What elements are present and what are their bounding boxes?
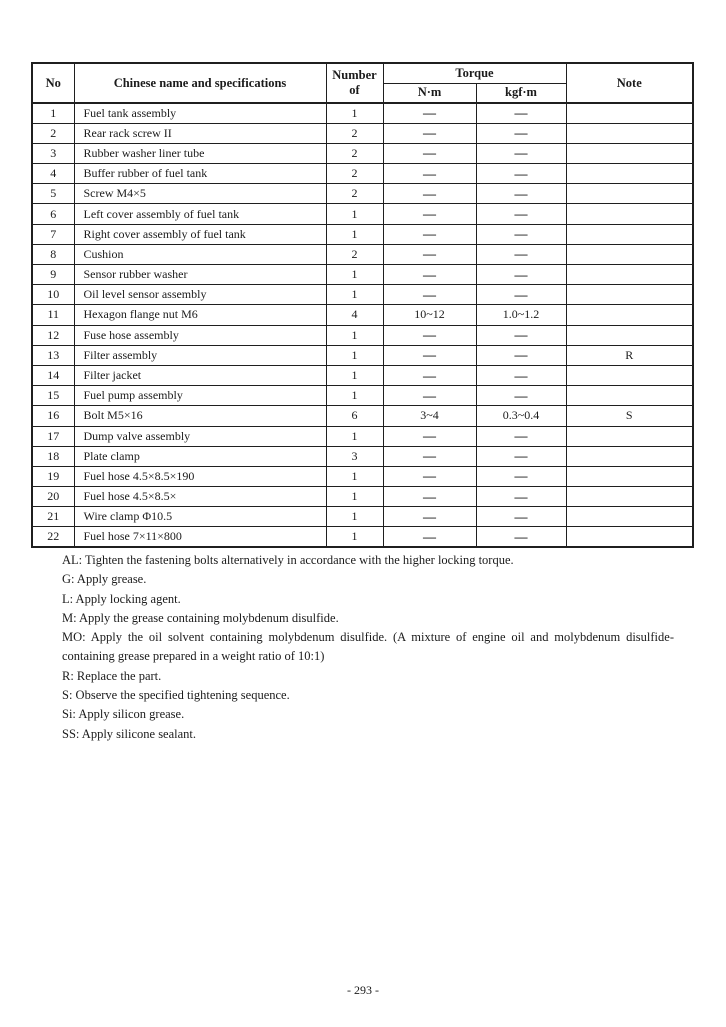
cell-note xyxy=(566,527,693,547)
cell-no: 10 xyxy=(32,285,74,305)
cell-quantity: 4 xyxy=(326,305,383,325)
cell-torque-nm: — xyxy=(383,184,476,204)
table-row xyxy=(32,426,693,446)
cell-quantity: 1 xyxy=(326,466,383,486)
cell-name: Rubber washer liner tube xyxy=(74,143,326,163)
cell-name: Filter jacket xyxy=(74,365,326,385)
cell-torque-kgfm: — xyxy=(476,285,566,305)
cell-quantity: 3 xyxy=(326,446,383,466)
table-row xyxy=(32,386,693,406)
cell-torque-kgfm: — xyxy=(476,345,566,365)
cell-note xyxy=(566,325,693,345)
cell-torque-kgfm: — xyxy=(476,446,566,466)
table-row xyxy=(32,244,693,264)
cell-torque-nm: — xyxy=(383,204,476,224)
cell-note xyxy=(566,305,693,325)
cell-torque-nm: — xyxy=(383,386,476,406)
cell-torque-kgfm: — xyxy=(476,507,566,527)
cell-torque-nm: — xyxy=(383,466,476,486)
cell-torque-nm: — xyxy=(383,487,476,507)
parts-table xyxy=(31,62,694,548)
table-row xyxy=(32,305,693,325)
cell-quantity: 6 xyxy=(326,406,383,426)
cell-quantity: 2 xyxy=(326,244,383,264)
legend-item: R: Replace the part. xyxy=(62,668,162,683)
cell-note xyxy=(566,103,693,123)
col-header-torque-nm: N·m xyxy=(383,83,476,103)
cell-no: 5 xyxy=(32,184,74,204)
cell-note xyxy=(566,487,693,507)
cell-torque-kgfm: — xyxy=(476,365,566,385)
cell-no: 11 xyxy=(32,305,74,325)
table-row xyxy=(32,325,693,345)
table-row xyxy=(32,446,693,466)
col-header-torque-kgfm: kgf·m xyxy=(476,83,566,103)
cell-torque-nm: — xyxy=(383,345,476,365)
cell-torque-kgfm: — xyxy=(476,265,566,285)
cell-no: 9 xyxy=(32,265,74,285)
cell-torque-nm: — xyxy=(383,365,476,385)
cell-torque-kgfm: — xyxy=(476,224,566,244)
cell-note xyxy=(566,386,693,406)
cell-name: Fuse hose assembly xyxy=(74,325,326,345)
cell-no: 17 xyxy=(32,426,74,446)
cell-torque-nm: — xyxy=(383,325,476,345)
cell-name: Left cover assembly of fuel tank xyxy=(74,204,326,224)
col-header-torque: Torque xyxy=(383,63,566,83)
cell-quantity: 1 xyxy=(326,487,383,507)
col-header-quantity: Number of xyxy=(326,63,383,103)
cell-quantity: 2 xyxy=(326,164,383,184)
cell-name: Fuel tank assembly xyxy=(74,103,326,123)
cell-torque-kgfm: — xyxy=(476,204,566,224)
cell-no: 14 xyxy=(32,365,74,385)
cell-torque-nm: — xyxy=(383,164,476,184)
table-row xyxy=(32,345,693,365)
cell-no: 8 xyxy=(32,244,74,264)
cell-note: R xyxy=(566,345,693,365)
cell-name: Fuel pump assembly xyxy=(74,386,326,406)
legend-item: L: Apply locking agent. xyxy=(62,591,181,606)
legend-item: MO: Apply the oil solvent containing molybdenum disulfide. (A mixture of engine oil and molybdenum disulfide-containing grease prepared in a weight ratio of 10:1) xyxy=(62,630,674,664)
cell-note xyxy=(566,466,693,486)
cell-no: 12 xyxy=(32,325,74,345)
cell-no: 7 xyxy=(32,224,74,244)
cell-name: Hexagon flange nut M6 xyxy=(74,305,326,325)
cell-note xyxy=(566,204,693,224)
cell-quantity: 1 xyxy=(326,285,383,305)
legend-item: SS: Apply silicone sealant. xyxy=(62,726,197,741)
cell-name: Wire clamp Φ10.5 xyxy=(74,507,326,527)
cell-note xyxy=(566,123,693,143)
cell-name: Filter assembly xyxy=(74,345,326,365)
table-row xyxy=(32,487,693,507)
cell-no: 16 xyxy=(32,406,74,426)
cell-quantity: 1 xyxy=(326,345,383,365)
cell-no: 15 xyxy=(32,386,74,406)
cell-torque-kgfm: — xyxy=(476,244,566,264)
cell-note xyxy=(566,446,693,466)
cell-note xyxy=(566,143,693,163)
cell-no: 20 xyxy=(32,487,74,507)
legend xyxy=(62,551,674,744)
cell-torque-kgfm: — xyxy=(476,184,566,204)
table-row xyxy=(32,406,693,426)
cell-name: Plate clamp xyxy=(74,446,326,466)
cell-no: 2 xyxy=(32,123,74,143)
cell-note: S xyxy=(566,406,693,426)
cell-torque-nm: — xyxy=(383,244,476,264)
cell-no: 4 xyxy=(32,164,74,184)
cell-torque-nm: 10~12 xyxy=(383,305,476,325)
table-row xyxy=(32,285,693,305)
cell-torque-kgfm: — xyxy=(476,123,566,143)
cell-quantity: 1 xyxy=(326,365,383,385)
cell-torque-kgfm: — xyxy=(476,386,566,406)
cell-name: Fuel hose 4.5×8.5× xyxy=(74,487,326,507)
cell-note xyxy=(566,426,693,446)
cell-torque-nm: — xyxy=(383,103,476,123)
table-row xyxy=(32,507,693,527)
cell-quantity: 1 xyxy=(326,527,383,547)
table-row xyxy=(32,224,693,244)
cell-no: 13 xyxy=(32,345,74,365)
cell-note xyxy=(566,164,693,184)
cell-torque-nm: — xyxy=(383,143,476,163)
cell-name: Fuel hose 7×11×800 xyxy=(74,527,326,547)
cell-quantity: 1 xyxy=(326,265,383,285)
table-row xyxy=(32,204,693,224)
cell-name: Screw M4×5 xyxy=(74,184,326,204)
parts-table-body xyxy=(32,103,693,547)
legend-item: M: Apply the grease containing molybdenum disulfide. xyxy=(62,610,339,625)
cell-quantity: 1 xyxy=(326,426,383,446)
cell-quantity: 2 xyxy=(326,143,383,163)
cell-note xyxy=(566,507,693,527)
cell-note xyxy=(566,184,693,204)
cell-name: Fuel hose 4.5×8.5×190 xyxy=(74,466,326,486)
cell-no: 18 xyxy=(32,446,74,466)
cell-quantity: 1 xyxy=(326,325,383,345)
cell-torque-nm: 3~4 xyxy=(383,406,476,426)
cell-name: Sensor rubber washer xyxy=(74,265,326,285)
cell-name: Buffer rubber of fuel tank xyxy=(74,164,326,184)
col-header-note: Note xyxy=(566,63,693,103)
table-row xyxy=(32,143,693,163)
cell-name: Dump valve assembly xyxy=(74,426,326,446)
cell-torque-nm: — xyxy=(383,426,476,446)
cell-name: Rear rack screw II xyxy=(74,123,326,143)
cell-note xyxy=(566,224,693,244)
cell-torque-nm: — xyxy=(383,446,476,466)
table-row xyxy=(32,365,693,385)
cell-torque-kgfm: — xyxy=(476,487,566,507)
cell-note xyxy=(566,365,693,385)
cell-torque-kgfm: — xyxy=(476,426,566,446)
cell-no: 1 xyxy=(32,103,74,123)
parts-table-header xyxy=(32,63,693,103)
cell-quantity: 1 xyxy=(326,103,383,123)
cell-torque-kgfm: — xyxy=(476,164,566,184)
cell-note xyxy=(566,265,693,285)
cell-no: 3 xyxy=(32,143,74,163)
cell-torque-kgfm: 0.3~0.4 xyxy=(476,406,566,426)
cell-no: 19 xyxy=(32,466,74,486)
cell-torque-nm: — xyxy=(383,507,476,527)
cell-note xyxy=(566,244,693,264)
cell-quantity: 1 xyxy=(326,507,383,527)
table-row xyxy=(32,164,693,184)
table-row xyxy=(32,527,693,547)
cell-quantity: 2 xyxy=(326,123,383,143)
cell-torque-kgfm: — xyxy=(476,527,566,547)
legend-item: AL: Tighten the fastening bolts alternatively in accordance with the higher locking torque. xyxy=(62,553,514,567)
legend-item: Si: Apply silicon grease. xyxy=(62,707,185,722)
cell-quantity: 2 xyxy=(326,184,383,204)
cell-note xyxy=(566,285,693,305)
col-header-name: Chinese name and specifications xyxy=(74,63,326,103)
cell-quantity: 1 xyxy=(326,204,383,224)
table-row xyxy=(32,265,693,285)
page-number: - 293 - xyxy=(347,983,379,997)
table-row xyxy=(32,184,693,204)
cell-name: Right cover assembly of fuel tank xyxy=(74,224,326,244)
cell-torque-kgfm: — xyxy=(476,466,566,486)
cell-no: 6 xyxy=(32,204,74,224)
cell-name: Bolt M5×16 xyxy=(74,406,326,426)
cell-name: Oil level sensor assembly xyxy=(74,285,326,305)
cell-torque-nm: — xyxy=(383,527,476,547)
legend-item: G: Apply grease. xyxy=(62,572,147,587)
cell-torque-nm: — xyxy=(383,265,476,285)
table-row xyxy=(32,123,693,143)
cell-torque-nm: — xyxy=(383,285,476,305)
cell-no: 21 xyxy=(32,507,74,527)
table-row xyxy=(32,103,693,123)
cell-no: 22 xyxy=(32,527,74,547)
cell-name: Cushion xyxy=(74,244,326,264)
cell-torque-kgfm: 1.0~1.2 xyxy=(476,305,566,325)
cell-torque-kgfm: — xyxy=(476,143,566,163)
cell-torque-nm: — xyxy=(383,224,476,244)
table-row xyxy=(32,466,693,486)
cell-quantity: 1 xyxy=(326,224,383,244)
cell-torque-kgfm: — xyxy=(476,103,566,123)
cell-torque-kgfm: — xyxy=(476,325,566,345)
col-header-no: No xyxy=(32,63,74,103)
cell-torque-nm: — xyxy=(383,123,476,143)
cell-quantity: 1 xyxy=(326,386,383,406)
legend-item: S: Observe the specified tightening sequence. xyxy=(62,688,290,703)
